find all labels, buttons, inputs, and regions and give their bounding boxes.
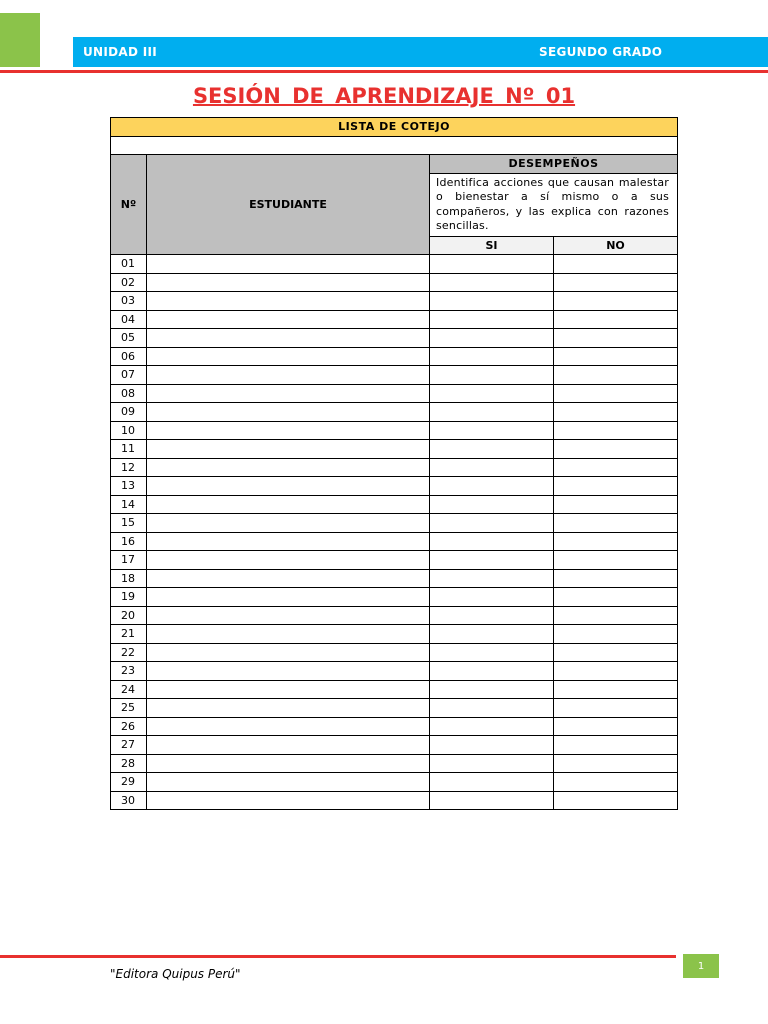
row-number: 09 bbox=[111, 403, 147, 422]
row-number: 27 bbox=[111, 736, 147, 755]
row-number: 17 bbox=[111, 551, 147, 570]
no-cell[interactable] bbox=[554, 606, 678, 625]
table-row bbox=[111, 699, 678, 718]
student-name-cell[interactable] bbox=[147, 421, 430, 440]
student-name-cell[interactable] bbox=[147, 514, 430, 533]
table-row bbox=[111, 273, 678, 292]
table-row bbox=[111, 292, 678, 311]
row-number: 19 bbox=[111, 588, 147, 607]
row-number: 03 bbox=[111, 292, 147, 311]
table-row bbox=[111, 754, 678, 773]
no-cell[interactable] bbox=[554, 495, 678, 514]
row-number: 15 bbox=[111, 514, 147, 533]
row-number: 05 bbox=[111, 329, 147, 348]
si-cell[interactable] bbox=[430, 384, 554, 403]
page-title: SESIÓN DE APRENDIZAJE Nº 01 bbox=[192, 84, 576, 108]
row-number: 25 bbox=[111, 699, 147, 718]
si-cell[interactable] bbox=[430, 643, 554, 662]
student-rows bbox=[111, 255, 678, 810]
desempeno-description: Identifica acciones que causan malestar o bienestar a sí mismo o a sus compañeros, y las explica con razones sencillas. bbox=[430, 173, 678, 236]
si-cell[interactable] bbox=[430, 310, 554, 329]
student-name-cell[interactable] bbox=[147, 495, 430, 514]
no-cell[interactable] bbox=[554, 477, 678, 496]
si-cell[interactable] bbox=[430, 699, 554, 718]
no-cell[interactable] bbox=[554, 421, 678, 440]
table-row bbox=[111, 366, 678, 385]
no-cell[interactable] bbox=[554, 514, 678, 533]
row-number: 16 bbox=[111, 532, 147, 551]
si-cell[interactable] bbox=[430, 532, 554, 551]
si-cell[interactable] bbox=[430, 477, 554, 496]
student-name-cell[interactable] bbox=[147, 569, 430, 588]
student-name-cell[interactable] bbox=[147, 717, 430, 736]
column-header-number: Nº bbox=[111, 155, 147, 255]
column-header-no: NO bbox=[554, 236, 678, 255]
no-cell[interactable] bbox=[554, 625, 678, 644]
table-row bbox=[111, 532, 678, 551]
student-name-cell[interactable] bbox=[147, 255, 430, 274]
si-cell[interactable] bbox=[430, 680, 554, 699]
student-name-cell[interactable] bbox=[147, 329, 430, 348]
table-caption: LISTA DE COTEJO bbox=[111, 118, 678, 137]
column-header-student: ESTUDIANTE bbox=[147, 155, 430, 255]
table-row bbox=[111, 551, 678, 570]
student-name-cell[interactable] bbox=[147, 643, 430, 662]
no-cell[interactable] bbox=[554, 292, 678, 311]
si-cell[interactable] bbox=[430, 495, 554, 514]
row-number: 23 bbox=[111, 662, 147, 681]
no-cell[interactable] bbox=[554, 440, 678, 459]
si-cell[interactable] bbox=[430, 347, 554, 366]
row-number: 07 bbox=[111, 366, 147, 385]
si-cell[interactable] bbox=[430, 403, 554, 422]
no-cell[interactable] bbox=[554, 329, 678, 348]
si-cell[interactable] bbox=[430, 754, 554, 773]
table-row bbox=[111, 773, 678, 792]
student-name-cell[interactable] bbox=[147, 551, 430, 570]
no-cell[interactable] bbox=[554, 773, 678, 792]
si-cell[interactable] bbox=[430, 514, 554, 533]
header-green-block bbox=[0, 13, 40, 67]
table-row bbox=[111, 717, 678, 736]
no-cell[interactable] bbox=[554, 569, 678, 588]
no-cell[interactable] bbox=[554, 662, 678, 681]
si-cell[interactable] bbox=[430, 588, 554, 607]
no-cell[interactable] bbox=[554, 255, 678, 274]
table-row bbox=[111, 495, 678, 514]
si-cell[interactable] bbox=[430, 255, 554, 274]
student-name-cell[interactable] bbox=[147, 310, 430, 329]
blank-row bbox=[111, 136, 678, 155]
no-cell[interactable] bbox=[554, 736, 678, 755]
table-row bbox=[111, 662, 678, 681]
student-name-cell[interactable] bbox=[147, 588, 430, 607]
student-name-cell[interactable] bbox=[147, 440, 430, 459]
student-name-cell[interactable] bbox=[147, 699, 430, 718]
table-row bbox=[111, 569, 678, 588]
si-cell[interactable] bbox=[430, 551, 554, 570]
column-header-si: SI bbox=[430, 236, 554, 255]
table-row bbox=[111, 440, 678, 459]
student-name-cell[interactable] bbox=[147, 662, 430, 681]
table-row bbox=[111, 791, 678, 810]
table-row bbox=[111, 458, 678, 477]
row-number: 13 bbox=[111, 477, 147, 496]
student-name-cell[interactable] bbox=[147, 773, 430, 792]
header-bar bbox=[73, 37, 768, 67]
si-cell[interactable] bbox=[430, 292, 554, 311]
no-cell[interactable] bbox=[554, 551, 678, 570]
page-number-badge: 1 bbox=[683, 954, 719, 978]
no-cell[interactable] bbox=[554, 791, 678, 810]
no-cell[interactable] bbox=[554, 310, 678, 329]
student-name-cell[interactable] bbox=[147, 366, 430, 385]
publisher-credit: "Editora Quipus Perú" bbox=[110, 967, 241, 981]
si-cell[interactable] bbox=[430, 329, 554, 348]
si-cell[interactable] bbox=[430, 662, 554, 681]
student-name-cell[interactable] bbox=[147, 791, 430, 810]
table-row bbox=[111, 310, 678, 329]
no-cell[interactable] bbox=[554, 532, 678, 551]
row-number: 29 bbox=[111, 773, 147, 792]
si-cell[interactable] bbox=[430, 717, 554, 736]
student-name-cell[interactable] bbox=[147, 532, 430, 551]
student-name-cell[interactable] bbox=[147, 273, 430, 292]
row-number: 14 bbox=[111, 495, 147, 514]
student-name-cell[interactable] bbox=[147, 680, 430, 699]
student-name-cell[interactable] bbox=[147, 625, 430, 644]
table-row bbox=[111, 606, 678, 625]
table-row bbox=[111, 588, 678, 607]
row-number: 12 bbox=[111, 458, 147, 477]
row-number: 11 bbox=[111, 440, 147, 459]
row-number: 01 bbox=[111, 255, 147, 274]
row-number: 04 bbox=[111, 310, 147, 329]
row-number: 28 bbox=[111, 754, 147, 773]
no-cell[interactable] bbox=[554, 643, 678, 662]
row-number: 26 bbox=[111, 717, 147, 736]
si-cell[interactable] bbox=[430, 569, 554, 588]
table-row bbox=[111, 255, 678, 274]
table-row bbox=[111, 421, 678, 440]
row-number: 22 bbox=[111, 643, 147, 662]
checklist-table bbox=[110, 117, 678, 810]
student-name-cell[interactable] bbox=[147, 754, 430, 773]
no-cell[interactable] bbox=[554, 366, 678, 385]
no-cell[interactable] bbox=[554, 458, 678, 477]
unit-label: UNIDAD III bbox=[83, 45, 158, 59]
row-number: 08 bbox=[111, 384, 147, 403]
no-cell[interactable] bbox=[554, 347, 678, 366]
no-cell[interactable] bbox=[554, 699, 678, 718]
table-row bbox=[111, 403, 678, 422]
no-cell[interactable] bbox=[554, 384, 678, 403]
student-name-cell[interactable] bbox=[147, 347, 430, 366]
student-name-cell[interactable] bbox=[147, 606, 430, 625]
si-cell[interactable] bbox=[430, 791, 554, 810]
student-name-cell[interactable] bbox=[147, 292, 430, 311]
no-cell[interactable] bbox=[554, 588, 678, 607]
table-row bbox=[111, 680, 678, 699]
table-row bbox=[111, 347, 678, 366]
student-name-cell[interactable] bbox=[147, 736, 430, 755]
table-row bbox=[111, 625, 678, 644]
si-cell[interactable] bbox=[430, 366, 554, 385]
no-cell[interactable] bbox=[554, 403, 678, 422]
si-cell[interactable] bbox=[430, 440, 554, 459]
student-name-cell[interactable] bbox=[147, 403, 430, 422]
row-number: 30 bbox=[111, 791, 147, 810]
si-cell[interactable] bbox=[430, 625, 554, 644]
table-row bbox=[111, 477, 678, 496]
row-number: 21 bbox=[111, 625, 147, 644]
si-cell[interactable] bbox=[430, 736, 554, 755]
table-row bbox=[111, 514, 678, 533]
table-row bbox=[111, 643, 678, 662]
si-cell[interactable] bbox=[430, 458, 554, 477]
table-row bbox=[111, 736, 678, 755]
si-cell[interactable] bbox=[430, 421, 554, 440]
row-number: 24 bbox=[111, 680, 147, 699]
row-number: 02 bbox=[111, 273, 147, 292]
si-cell[interactable] bbox=[430, 273, 554, 292]
no-cell[interactable] bbox=[554, 680, 678, 699]
row-number: 20 bbox=[111, 606, 147, 625]
row-number: 18 bbox=[111, 569, 147, 588]
column-header-desempenos: DESEMPEÑOS bbox=[430, 155, 678, 174]
student-name-cell[interactable] bbox=[147, 477, 430, 496]
grade-label: SEGUNDO GRADO bbox=[539, 45, 663, 59]
no-cell[interactable] bbox=[554, 754, 678, 773]
header-divider bbox=[0, 70, 768, 73]
no-cell[interactable] bbox=[554, 273, 678, 292]
student-name-cell[interactable] bbox=[147, 384, 430, 403]
row-number: 06 bbox=[111, 347, 147, 366]
table-row bbox=[111, 384, 678, 403]
si-cell[interactable] bbox=[430, 606, 554, 625]
si-cell[interactable] bbox=[430, 773, 554, 792]
student-name-cell[interactable] bbox=[147, 458, 430, 477]
footer-divider bbox=[0, 955, 676, 958]
row-number: 10 bbox=[111, 421, 147, 440]
table-row bbox=[111, 329, 678, 348]
no-cell[interactable] bbox=[554, 717, 678, 736]
